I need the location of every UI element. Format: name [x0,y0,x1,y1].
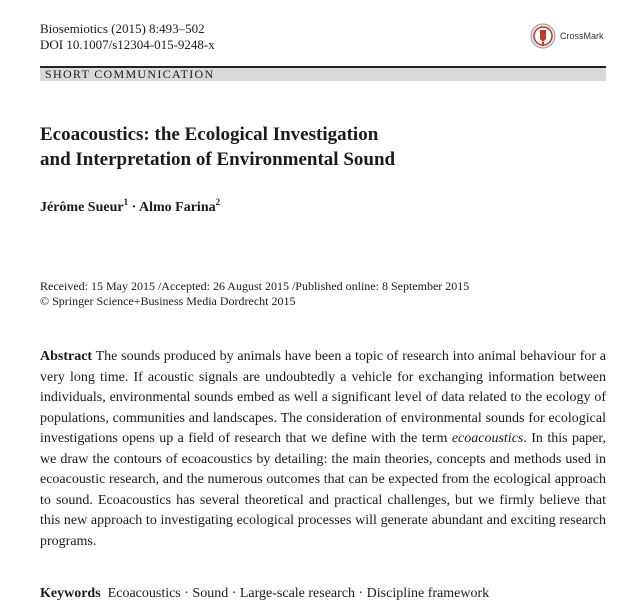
journal-info [40,21,215,53]
article-title [40,122,395,172]
author-separator: · [131,200,137,215]
crossmark-icon [530,23,556,49]
authors [40,197,220,216]
abstract [40,347,606,552]
journal-citation: Biosemiotics (2015) 8:493–502 [40,21,205,36]
keywords [40,586,489,602]
doi[interactable]: DOI 10.1007/s12304-015-9248-x [40,37,215,52]
author-name[interactable]: Almo Farina [139,200,216,215]
copyright-line: © Springer Science+Business Media Dordrecht 2015 [40,294,296,308]
title-line-2: and Interpretation of Environmental Sound [40,149,396,170]
abstract-text: The sounds produced by animals have been a topic of research into animal behaviour for a very long time. If acoustic signals are undoubtedly a vehicle for exchanging information between individuals, environmental sounds embed as well a significant level of data related to the ecology of populations, communities and landscapes. The consideration of environmental sounds for ecological investigations opens up a field of research that we define with the term [40,349,607,446]
affiliation-marker[interactable]: 2 [215,197,221,207]
abstract-term: ecoacoustics [451,431,524,446]
title-line-1: Ecoacoustics: the Ecological Investigation [40,124,379,145]
keywords-heading: Keywords [40,586,101,601]
affiliation-marker[interactable]: 1 [123,197,129,207]
abstract-heading: Abstract [40,349,93,364]
crossmark-label: CrossMark [560,31,604,41]
crossmark-badge[interactable] [530,23,604,49]
section-label: SHORT COMMUNICATION [45,67,215,81]
section-header [40,66,606,81]
abstract-text-continued: . In this paper, we draw the contours of ecoacoustics by detailing: the main theories, concepts and methods used in ecoacoustic research, and the numerous outcomes that can be expected from the ecological approach to sound. Ecoacoustics has several theoretical and practical challenges, but we firmly believe that this new approach to investigating ecological processes will generate abundant and exciting research programs. [40,431,606,549]
keywords-text: Ecoacoustics · Sound · Large-scale research · Discipline framework [107,586,490,601]
author-name[interactable]: Jérôme Sueur [40,200,124,215]
dates-line: Received: 15 May 2015 /Accepted: 26 August 2015 /Published online: 8 September 2015 [40,279,470,293]
publication-dates [40,279,469,309]
